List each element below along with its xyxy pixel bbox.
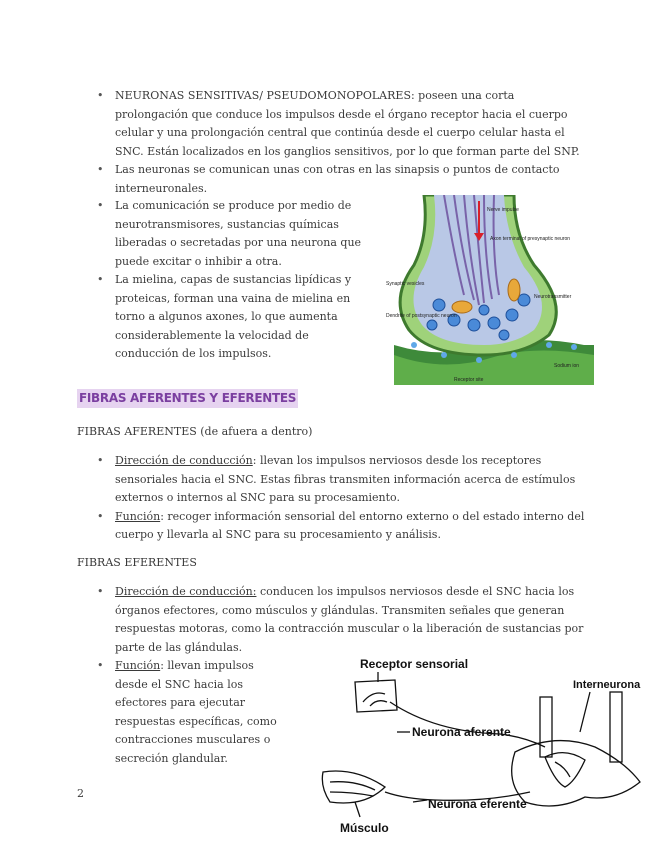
label-sodium: Sodium ion [554,363,580,369]
label-receptor: Receptor site [454,377,484,383]
label-receptor-sensorial: Receptor sensorial [360,657,469,671]
label-neurona-eferente: Neurona eferente [428,797,527,811]
aferentes-list [115,452,585,545]
list-item [115,583,585,657]
term: Función [115,509,161,523]
list-item [115,508,585,545]
eferentes-list [115,583,585,657]
synapse-illustration [384,195,594,385]
side-bullet-list [115,197,373,364]
eferentes-title: FIBRAS EFERENTES [77,556,197,569]
list-item-text: : llevan los impulsos nerviosos desde los receptores sensoriales hacia el SNC. Estas fibras transmiten información acerca de estímulos externos o internos al SNC para su procesamiento. [115,454,576,504]
eferentes-list-2 [115,657,285,768]
list-item: • NEURONAS SENSITIVAS/ PSEUDOMONOPOLARES: poseen una corta prolongación que conduce los impulsos desde el órgano receptor hacia el cuerpo celular y una prolongación central que continúa desde el cuerpo celular hasta el SNC. Están localizados en los ganglios sensitivos, por lo que forman parte del SNP. [115,87,585,161]
reflex-arc-diagram [315,652,650,842]
label-nerve-impulse: Nerve impulse [487,207,519,213]
label-vesicles: Synaptic vesicles [386,281,425,287]
label-dendrite: Dendrite of postsynaptic neuron [386,313,457,319]
list-item [115,657,285,768]
term: Dirección de conducción [115,454,253,467]
aferentes-title: FIBRAS AFERENTES (de afuera a dentro) [77,425,313,438]
list-item: • La comunicación se produce por medio de neurotransmisores, sustancias químicas liberadas o secretadas por una neurona que puede excitar o inhibir a otra. [115,197,373,271]
label-interneurona: Interneurona [573,679,641,691]
list-item: • Las neuronas se comunican unas con otras en las sinapsis o puntos de contacto interneuronales. [115,161,585,198]
list-item: • La mielina, capas de sustancias lipídicas y proteicas, forman una vaina de mielina en torno a algunos axones, lo que aumenta considerablemente la velocidad de conducción de los impulsos. [115,271,373,364]
label-terminal: Axon terminal of presynaptic neuron [490,236,571,242]
list-item-text: : llevan impulsos desde el SNC hacia los efectores para ejecutar respuestas específicas, como contracciones musculares o secreción glandular. [115,659,277,765]
term: Función [115,659,161,672]
label-neurona-aferente: Neurona aferente [412,725,511,739]
term: Dirección de conducción: [115,585,257,598]
list-item [115,452,585,508]
page-number: 2 [77,787,84,800]
section-heading: FIBRAS AFERENTES Y EFERENTES [77,389,298,408]
list-item-text: : recoger información sensorial del entorno externo o del estado interno del cuerpo y llevarla al SNC para su procesamiento y análisis. [115,509,585,541]
label-neurotransmitter: Neurotransmitter [534,294,572,300]
label-musculo: Músculo [340,821,389,835]
top-bullet-list [115,87,585,198]
list-item-text: conducen los impulsos nerviosos desde el SNC hacia los órganos efectores, como músculos y glándulas. Transmiten señales que generan respuestas motoras, como la contracción muscular o la liberación de sustancias por parte de las glándulas. [115,585,584,654]
